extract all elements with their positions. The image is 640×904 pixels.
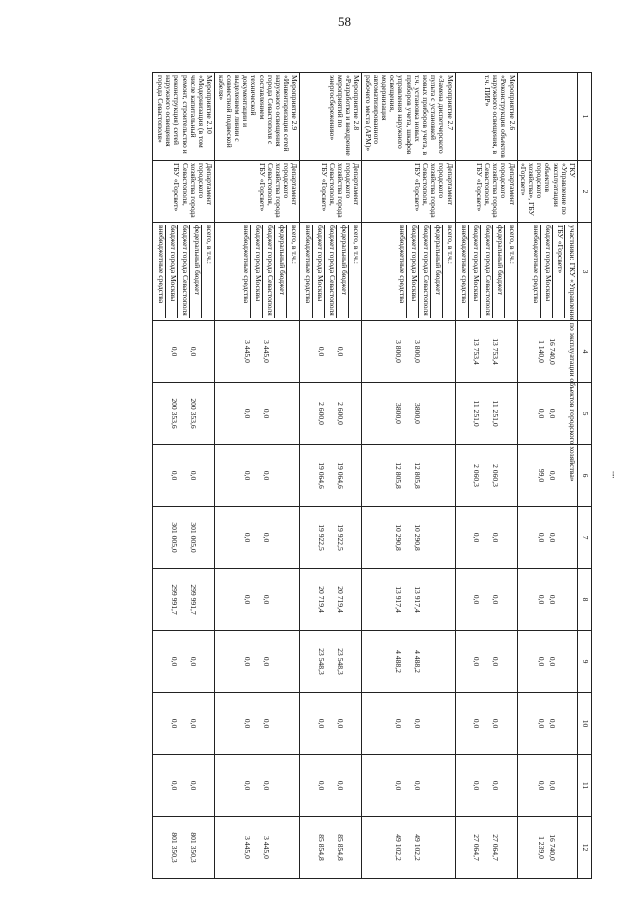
value-city: 0,0 [537,780,547,791]
source-label: внебюджетные средства [242,225,252,304]
value-total: 0,0 [262,718,272,729]
value-total: 0,0 [548,594,558,605]
value-total: 0,0 [262,408,272,419]
value-city: 99,0 [537,468,547,483]
header-cell: 4 [578,321,592,383]
sources-cell [362,223,455,321]
header-cell: 9 [578,631,592,693]
value-cell [455,569,517,631]
table-row [455,73,517,879]
sources-cell [455,223,517,321]
value-total: 0,0 [548,780,558,791]
source-label: всего, в т.ч.: [504,225,516,318]
measure-name-cell: Мероприятие 2.9 «Инвентаризация сетей наружного освещения города Севастополя с составлением технической документации и выделением линии с совместной подвеской кабеля» [215,73,300,161]
value-total: 20 719,4 [335,586,345,613]
value-cell [153,693,215,755]
value-total: 4 488,2 [413,650,423,673]
value-cell [215,755,300,817]
value-cell [517,817,577,879]
source-label: внебюджетные средства [397,225,407,304]
value-cell [153,445,215,507]
measure-name-cell: Мероприятие 2.6 «Реконструкция объектов наружного освещения, в т.ч. ПИР» [455,73,517,161]
value-total: 0,0 [262,594,272,605]
value-cell [153,569,215,631]
value-city: 1 140,0 [537,340,547,363]
source-label: внебюджетные средства [157,225,167,304]
value-cell [455,383,517,445]
value-cell [362,693,455,755]
value-city: 0,0 [169,718,179,729]
value-city: 0,0 [537,656,547,667]
value-cell [215,817,300,879]
sources-cell [153,223,215,321]
value-city: 0,0 [316,346,326,357]
table-row [153,73,215,879]
value-cell [215,321,300,383]
value-total: 0,0 [548,656,558,667]
value-city: 801 350,3 [169,832,179,863]
value-city: 85 854,8 [316,834,326,861]
source-label: федеральный бюджет [189,225,201,318]
value-total: 3800,0 [413,403,423,424]
source-label: федеральный бюджет [430,225,442,318]
value-total: 0,0 [491,532,501,543]
executor-cell: Департамент городского хозяйства города Севастополя, ГБУ «Горсвет» [300,161,362,223]
value-total: 27 064,7 [491,834,501,861]
name-cell [517,73,577,161]
value-city: 19 064,6 [316,462,326,489]
source-label: всего, в т.ч.: [348,225,360,318]
value-city: 0,0 [472,656,482,667]
value-cell [362,755,455,817]
value-total: 13 753,4 [491,338,501,365]
value-cell [215,507,300,569]
value-cell [300,445,362,507]
value-city: 3 800,0 [394,340,404,363]
value-city: 0,0 [169,346,179,357]
value-total: 0,0 [413,718,423,729]
value-city: 301 005,0 [169,522,179,553]
value-total: 0,0 [188,470,198,481]
value-total: 16 740,0 [548,834,558,861]
value-cell [517,631,577,693]
value-city: 20 719,4 [316,586,326,613]
value-city: 0,0 [243,594,253,605]
value-total: 0,0 [491,718,501,729]
value-city: 0,0 [316,718,326,729]
value-cell [215,631,300,693]
value-city: 3 445,0 [243,836,253,859]
value-city: 0,0 [537,408,547,419]
value-total: 2 600,0 [335,402,345,425]
value-city: 13 917,4 [394,586,404,613]
value-city: 1 239,0 [537,836,547,859]
measure-name-cell: Мероприятие 2.10 «Модернизация (в том числе капитальный ремонт, строительство и реконструкция) сетей наружного освещения города Севастополя» [153,73,215,161]
value-city: 0,0 [472,780,482,791]
value-total: 13 917,4 [413,586,423,613]
value-city: 11 251,0 [472,400,482,427]
value-cell [215,693,300,755]
source-label: бюджет города Москвы [250,225,262,318]
value-cell [455,817,517,879]
table-body [153,73,578,879]
value-cell [455,445,517,507]
value-cell [215,569,300,631]
value-total: 12 805,8 [413,462,423,489]
value-cell [362,507,455,569]
value-total: 0,0 [188,656,198,667]
value-cell [215,445,300,507]
value-cell [300,507,362,569]
measure-name-cell: Мероприятие 2.8 «Разработка и внедрение мероприятий по энергосбережению» [300,73,362,161]
value-city: 23 548,3 [316,648,326,675]
value-cell [153,755,215,817]
value-city: 0,0 [537,532,547,543]
value-cell [362,321,455,383]
budget-table [152,72,592,879]
value-cell [455,321,517,383]
value-cell [517,693,577,755]
table-row [215,73,300,879]
executor-cell: Департамент городского хозяйства города Севастополя, ГБУ «Горсвет» [153,161,215,223]
value-total: 85 854,8 [335,834,345,861]
source-label: внебюджетные средства [304,225,314,304]
value-city: 0,0 [243,532,253,543]
value-city: 0,0 [472,594,482,605]
value-cell [362,445,455,507]
value-city: 0,0 [243,780,253,791]
value-city: 299 991,7 [169,584,179,615]
header-cell: 1 [578,73,592,161]
executor-cell: Департамент городского хозяйства города Севастополя, ГБУ «Горсвет» [362,161,455,223]
value-cell [300,817,362,879]
value-cell [455,693,517,755]
value-total: 0,0 [335,718,345,729]
value-total: 16 740,0 [548,338,558,365]
value-total: 0,0 [548,718,558,729]
value-total: 19 922,5 [335,524,345,551]
header-cell: 7 [578,507,592,569]
value-city: 10 290,8 [394,524,404,551]
value-cell [300,755,362,817]
value-city: 0,0 [316,780,326,791]
value-total: 49 102,2 [413,834,423,861]
value-total: 0,0 [188,718,198,729]
value-total: 3 800,0 [413,340,423,363]
value-cell [153,817,215,879]
source-label: внебюджетные средства [459,225,469,304]
value-cell [362,817,455,879]
value-city: 0,0 [537,594,547,605]
source-label: бюджет города Севастополя [324,225,336,318]
value-cell [362,631,455,693]
table-row [300,73,362,879]
value-city: 0,0 [169,780,179,791]
header-cell: 11 [578,755,592,817]
value-city: 2 600,0 [316,402,326,425]
value-total: 0,0 [335,346,345,357]
value-total: 301 005,0 [188,522,198,553]
value-city: 27 064,7 [472,834,482,861]
page-number: 58 [338,14,351,29]
value-city: 49 102,2 [394,834,404,861]
source-label: внебюджетные средства [532,225,541,304]
value-cell [300,569,362,631]
value-city: 0,0 [243,656,253,667]
value-city: 200 353,6 [169,398,179,429]
value-city: 4 488,2 [394,650,404,673]
source-label: бюджет города Москвы [165,225,177,318]
column-number-header [578,73,592,879]
value-total: 0,0 [262,656,272,667]
value-cell [300,383,362,445]
source-label: бюджет города Севастополя [418,225,430,318]
value-total: 0,0 [262,532,272,543]
value-city: 0,0 [243,408,253,419]
table-row [517,73,577,879]
value-city: 0,0 [394,718,404,729]
source-label: всего, в т.ч.: [442,225,454,318]
value-total: 11 251,0 [491,400,501,427]
header-cell: 6 [578,445,592,507]
value-city: 0,0 [472,718,482,729]
header-cell: 3 [578,223,592,321]
value-city: 0,0 [394,780,404,791]
value-total: 0,0 [262,780,272,791]
value-city: 0,0 [243,470,253,481]
source-label: бюджет города Москвы [312,225,324,318]
value-cell [153,507,215,569]
value-cell [362,383,455,445]
sources-cell [300,223,362,321]
executor-cell: ГКУ «Управление по эксплуатации объектов городского хозяйства», ГБУ «Горсвет» [517,161,577,223]
header-cell: 8 [578,569,592,631]
value-total: 0,0 [335,780,345,791]
value-total: 3 445,0 [262,340,272,363]
value-city: 2 060,3 [472,464,482,487]
value-cell [215,383,300,445]
scan-mark: ⁞ [612,470,615,480]
rotated-table-sheet [92,72,592,878]
source-label: бюджет города Москвы [540,225,552,318]
value-city: 0,0 [537,718,547,729]
value-cell [362,569,455,631]
value-city: 19 922,5 [316,524,326,551]
value-cell [517,569,577,631]
header-cell: 2 [578,161,592,223]
value-total: 0,0 [491,780,501,791]
source-label: бюджет города Севастополя [177,225,189,318]
source-label: федеральный бюджет [492,225,504,318]
header-cell: 10 [578,693,592,755]
source-label: бюджет города Москвы [468,225,480,318]
value-city: 3 445,0 [243,340,253,363]
value-cell [517,507,577,569]
value-total: 19 064,6 [335,462,345,489]
source-label: бюджет города Москвы [406,225,418,318]
source-label: бюджет города Севастополя [480,225,492,318]
value-total: 10 290,8 [413,524,423,551]
sources-cell [215,223,300,321]
value-total: 0,0 [413,780,423,791]
value-total: 801 350,3 [188,832,198,863]
value-total: 0,0 [548,470,558,481]
source-label: бюджет города Севастополя [262,225,274,318]
value-total: 0,0 [188,780,198,791]
value-city: 0,0 [472,532,482,543]
value-city: 12 805,8 [394,462,404,489]
value-cell [300,321,362,383]
value-total: 0,0 [491,656,501,667]
executor-cell: Департамент городского хозяйства города Севастополя, ГБУ «Горсвет» [455,161,517,223]
value-cell [455,507,517,569]
source-label: федеральный бюджет [274,225,286,318]
value-total: 0,0 [491,594,501,605]
value-city: 13 753,4 [472,338,482,365]
table-row [362,73,455,879]
value-city: 3800,0 [394,403,404,424]
value-cell [455,631,517,693]
value-cell [455,755,517,817]
source-label: ГБУ «Горсвет» [552,225,564,318]
value-total: 2 060,3 [491,464,501,487]
value-total: 200 353,6 [188,398,198,429]
header-cell: 5 [578,383,592,445]
source-label: участники: ГКУ «Управление по эксплуатации объектов городского хозяйства» [564,225,576,318]
value-total: 0,0 [548,532,558,543]
header-cell: 12 [578,817,592,879]
measure-name-cell: Мероприятие 2.7 «Замена диспетчерского пульта с установкой новых приборов учета, в т.ч. установка новых приборов учета, шкафов управления наружного освещения, модернизация автоматизированного рабочего места (АРМ)» [362,73,455,161]
value-total: 0,0 [188,346,198,357]
source-label: всего, в т.ч.: [201,225,213,318]
value-cell [300,693,362,755]
value-city: 0,0 [169,470,179,481]
value-cell [517,755,577,817]
value-cell [153,321,215,383]
source-label: всего, в т.ч.: [286,225,298,318]
value-total: 0,0 [262,470,272,481]
value-total: 299 991,7 [188,584,198,615]
value-city: 0,0 [243,718,253,729]
value-cell [153,383,215,445]
value-city: 0,0 [169,656,179,667]
value-total: 0,0 [548,408,558,419]
source-label: федеральный бюджет [336,225,348,318]
value-cell [153,631,215,693]
executor-cell: Департамент городского хозяйства города Севастополя, ГБУ «Горсвет» [215,161,300,223]
value-total: 3 445,0 [262,836,272,859]
value-total: 23 548,3 [335,648,345,675]
value-cell [300,631,362,693]
